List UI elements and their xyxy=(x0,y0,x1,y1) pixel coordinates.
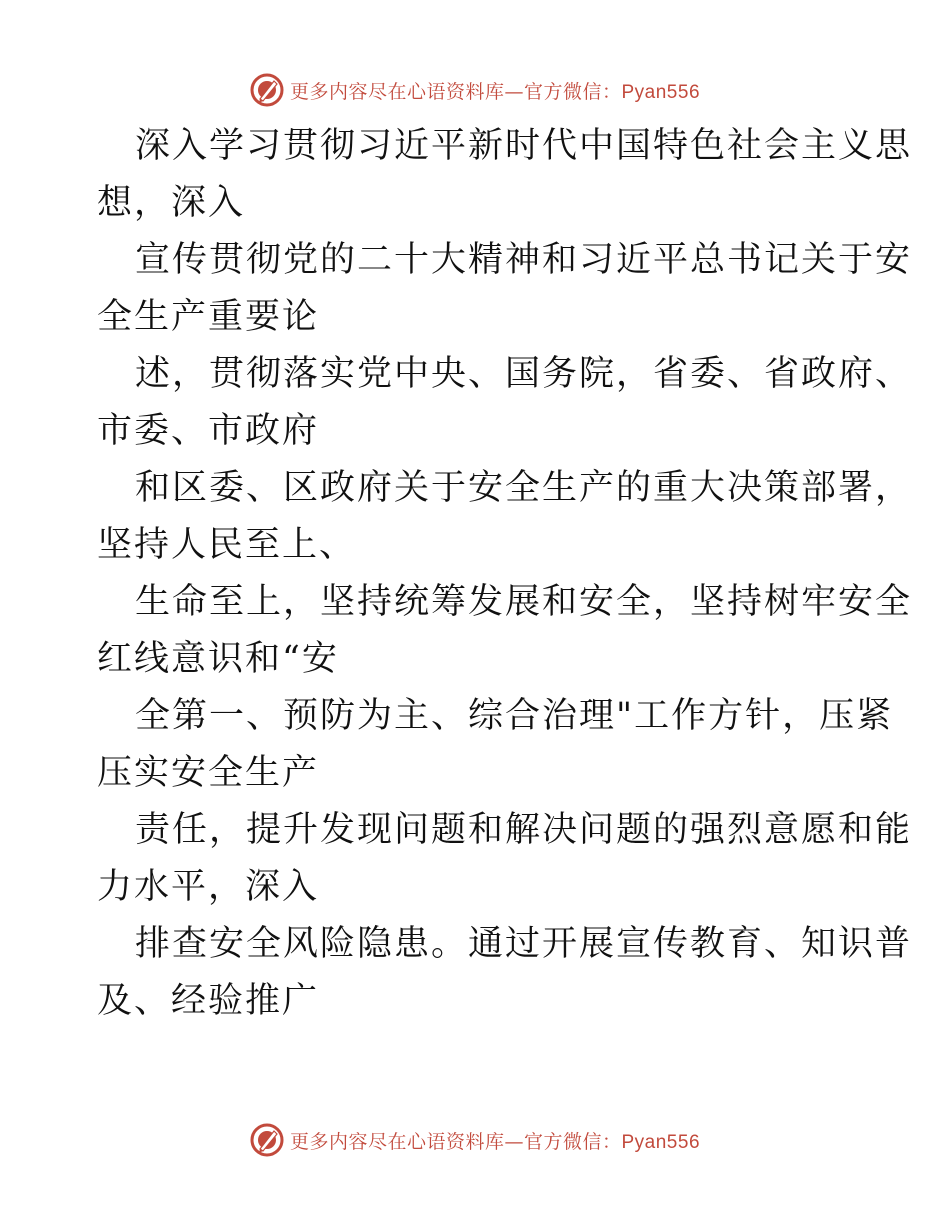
watermark-prefix: 更多内容尽在心语资料库—官方微信： xyxy=(289,80,622,103)
text-line: 排查安全风险隐患。通过开展宣传教育、知识普 xyxy=(135,924,913,964)
watermark-wechat-id: Pyan556 xyxy=(621,81,701,103)
watermark-text xyxy=(290,1127,700,1154)
footer-watermark xyxy=(0,1120,950,1160)
text-line: 宣传贯彻党的二十大精神和习近平总书记关于安 xyxy=(135,240,913,280)
text-line: 生命至上，坚持统筹发展和安全，坚持树牢安全 xyxy=(135,582,913,622)
text-line: 述，贯彻落实党中央、国务院，省委、省政府、 xyxy=(135,354,913,394)
pen-logo-icon xyxy=(250,1123,284,1157)
text-line: 红线意识和“安 xyxy=(97,639,339,679)
text-line: 及、经验推广 xyxy=(97,981,320,1021)
text-line: 深入学习贯彻习近平新时代中国特色社会主义思 xyxy=(135,126,913,166)
watermark-wechat-id: Pyan556 xyxy=(621,1131,701,1153)
text-line: 全生产重要论 xyxy=(97,297,320,337)
text-line: 坚持人民至上、 xyxy=(97,525,357,565)
text-line: 责任，提升发现问题和解决问题的强烈意愿和能 xyxy=(135,810,913,850)
text-line: 力水平，深入 xyxy=(97,867,320,907)
header-watermark xyxy=(0,70,950,110)
text-line: 市委、市政府 xyxy=(97,411,320,451)
text-line: 压实安全生产 xyxy=(97,753,320,793)
pen-logo-icon xyxy=(250,73,284,107)
text-line: 想，深入 xyxy=(97,183,246,223)
text-line: 和区委、区政府关于安全生产的重大决策部署， xyxy=(135,468,913,508)
watermark-prefix: 更多内容尽在心语资料库—官方微信： xyxy=(289,1130,622,1153)
watermark-text xyxy=(290,77,700,104)
document-body xyxy=(97,118,913,1030)
text-line: 全第一、预防为主、综合治理"工作方针，压紧 xyxy=(135,696,894,736)
